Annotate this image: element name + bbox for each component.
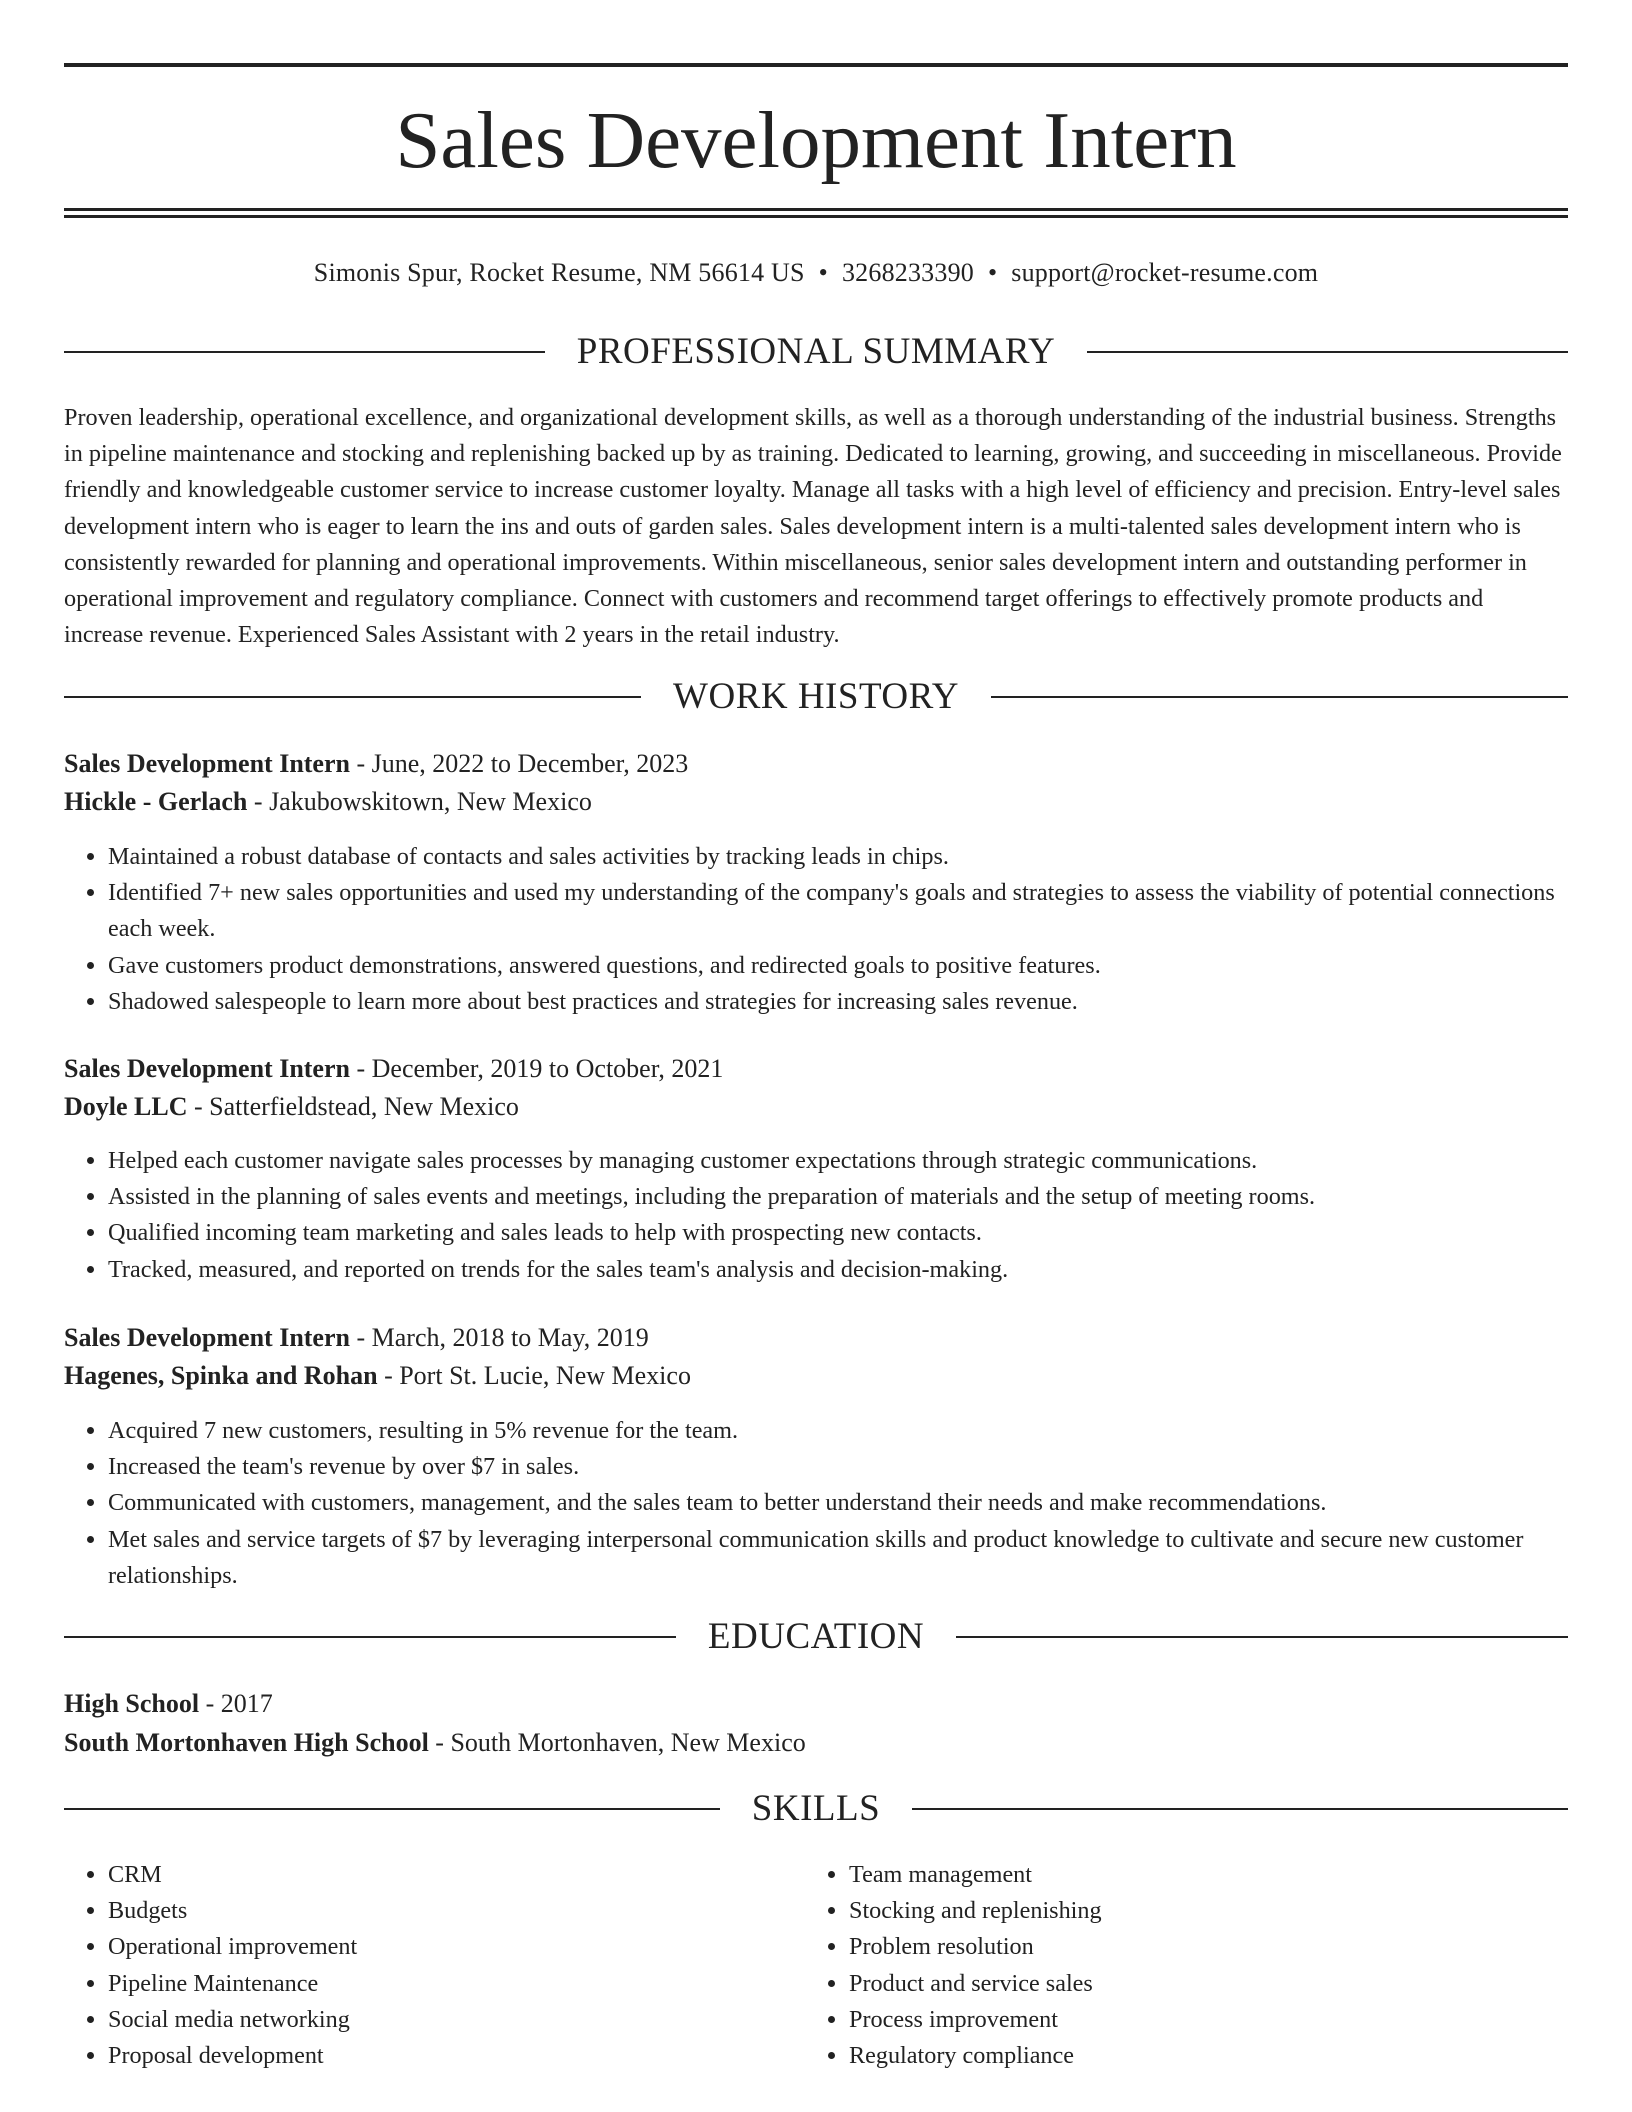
divider <box>912 1808 1568 1810</box>
top-rule <box>64 63 1568 67</box>
job-dates: - December, 2019 to October, 2021 <box>349 1054 724 1083</box>
work-section-header <box>64 675 1568 719</box>
divider <box>991 696 1568 698</box>
skill-item: • Budgets <box>108 1893 808 1929</box>
skill-item: • Operational improvement <box>108 1929 808 1965</box>
skill-item: • Problem resolution <box>849 1929 1549 1965</box>
education-section-header <box>64 1615 1568 1659</box>
divider <box>64 1808 720 1810</box>
contact-separator: • <box>987 258 998 287</box>
job-bullets <box>64 1143 1568 1288</box>
list-item: • Increased the team's revenue by over $7 in sales. <box>108 1449 1568 1485</box>
job-location: - Jakubowskitown, New Mexico <box>247 787 592 816</box>
skill-item: • Team management <box>849 1857 1549 1893</box>
job-bullets <box>64 839 1568 1020</box>
skill-item: • CRM <box>108 1857 808 1893</box>
resume-name: Sales Development Intern <box>395 95 1237 185</box>
list-item: • Maintained a robust database of contacts and sales activities by tracking leads in chips. <box>108 839 1568 875</box>
section-title: SKILLS <box>751 1788 881 1829</box>
job-company-line <box>64 784 1568 820</box>
list-item: • Shadowed salespeople to learn more about best practices and strategies for increasing sales revenue. <box>108 984 1568 1020</box>
skills-section-header <box>64 1787 1568 1831</box>
summary-section-header <box>64 330 1568 374</box>
skill-item: • Regulatory compliance <box>849 2038 1549 2074</box>
job-title-line <box>64 746 1568 782</box>
job-bullets <box>64 1413 1568 1594</box>
job-company: Hickle - Gerlach <box>64 787 248 816</box>
job-location: - Satterfieldstead, New Mexico <box>187 1092 519 1121</box>
divider <box>1087 351 1568 353</box>
contact-separator: • <box>818 258 828 287</box>
list-item: • Assisted in the planning of sales events and meetings, including the preparation of materials and the setup of meeting rooms. <box>108 1179 1568 1215</box>
skill-item: • Stocking and replenishing <box>849 1893 1549 1929</box>
education-year: - 2017 <box>199 1689 273 1718</box>
job-title-line <box>64 1051 1568 1087</box>
job-dates: - March, 2018 to May, 2019 <box>349 1323 649 1352</box>
job-company-line <box>64 1358 1568 1394</box>
skill-item: • Social media networking <box>108 2002 808 2038</box>
education-degree: High School <box>64 1689 200 1718</box>
job-dates: - June, 2022 to December, 2023 <box>349 749 689 778</box>
job-location: - Port St. Lucie, New Mexico <box>377 1361 691 1390</box>
divider <box>64 351 545 353</box>
skill-item: • Proposal development <box>108 2038 808 2074</box>
list-item: • Met sales and service targets of $7 by leveraging interpersonal communication skills and product knowledge to cultivate and secure new customer relationships. <box>108 1522 1568 1594</box>
skill-item: • Product and service sales <box>849 1966 1549 2002</box>
job-title: Sales Development Intern <box>64 749 350 778</box>
job-title: Sales Development Intern <box>64 1323 350 1352</box>
job-company: Doyle LLC <box>64 1092 188 1121</box>
divider <box>956 1636 1568 1638</box>
skills-list-left <box>64 1857 808 2074</box>
section-title: EDUCATION <box>707 1616 925 1657</box>
skill-item: • Pipeline Maintenance <box>108 1966 808 2002</box>
summary-text: Proven leadership, operational excellence, and organizational development skills, as well as a thorough understanding of the industrial business. Strengths in pipeline maintenance and stocking and replenishing backed up by as training. Dedicated to learning, growing, and succeeding in miscellaneous. Provide friendly and knowledgeable customer service to increase customer loyalty. Manage all tasks with a high level of efficiency and precision. Entry-level sales development intern who is eager to learn the ins and outs of garden sales. Sales development intern is a multi-talented sales development intern who is consistently rewarded for planning and operational improvements. Within miscellaneous, senior sales development intern and outstanding performer in operational improvement and regulatory compliance. Connect with customers and recommend target offerings to effectively promote products and increase revenue. Experienced Sales Assistant with 2 years in the retail industry. <box>64 404 1562 649</box>
section-title: PROFESSIONAL SUMMARY <box>576 331 1056 372</box>
list-item: • Acquired 7 new customers, resulting in 5% revenue for the team. <box>108 1413 1568 1449</box>
contact-address: Simonis Spur, Rocket Resume, NM 56614 US <box>313 258 805 287</box>
list-item: • Identified 7+ new sales opportunities and used my understanding of the company's goals and strategies to assess the viability of potential connections each week. <box>108 875 1568 947</box>
list-item: • Tracked, measured, and reported on trends for the sales team's analysis and decision-making. <box>108 1252 1568 1288</box>
contact-email: support@rocket-resume.com <box>1011 258 1319 287</box>
job-title: Sales Development Intern <box>64 1054 350 1083</box>
job-title-line <box>64 1320 1568 1356</box>
education-location: - South Mortonhaven, New Mexico <box>428 1728 806 1757</box>
divider <box>64 696 641 698</box>
contact-line <box>64 255 1568 291</box>
education-degree-line <box>64 1686 1568 1722</box>
contact-phone: 3268233390 <box>841 258 974 287</box>
skill-item: • Process improvement <box>849 2002 1549 2038</box>
skills-list-right <box>805 1857 1549 2074</box>
education-school: South Mortonhaven High School <box>64 1728 429 1757</box>
job-company-line <box>64 1089 1568 1125</box>
double-rule <box>64 208 1568 218</box>
list-item: • Communicated with customers, management, and the sales team to better understand their needs and make recommendations. <box>108 1485 1568 1521</box>
section-title: WORK HISTORY <box>673 676 959 717</box>
job-company: Hagenes, Spinka and Rohan <box>64 1361 378 1390</box>
education-school-line <box>64 1725 1568 1761</box>
list-item: • Gave customers product demonstrations, answered questions, and redirected goals to positive features. <box>108 948 1568 984</box>
list-item: • Helped each customer navigate sales processes by managing customer expectations through strategic communications. <box>108 1143 1568 1179</box>
divider <box>64 1636 676 1638</box>
list-item: • Qualified incoming team marketing and sales leads to help with prospecting new contacts. <box>108 1215 1568 1251</box>
